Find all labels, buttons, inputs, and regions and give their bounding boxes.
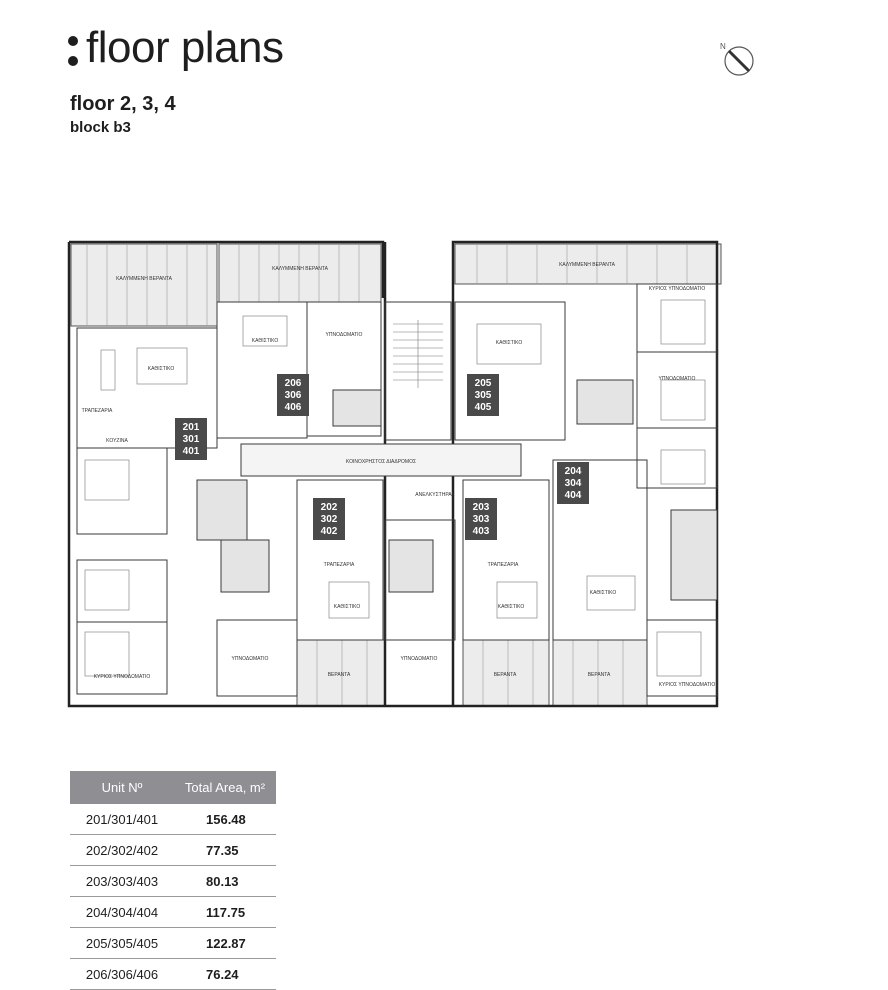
bathroom-202: [221, 540, 269, 592]
block-title: block b3: [70, 119, 131, 136]
bathroom-201: [197, 480, 247, 540]
area-table: [70, 771, 276, 990]
header-area: Total Area, m²: [174, 771, 276, 804]
north-label: N: [720, 42, 726, 51]
unit-number: 305: [474, 390, 492, 401]
unit-tag: [175, 418, 207, 460]
veranda-top-left: [71, 244, 217, 326]
unit-tag: [313, 498, 345, 540]
label-veranda-bottom-3: ΒΕΡΑΝΤΑ: [587, 672, 611, 678]
unit-tag: [277, 374, 309, 416]
page-title: floor plans: [86, 23, 284, 72]
unit-number: 205: [474, 378, 492, 389]
label-dining-203: ΤΡΑΠΕΖΑΡΙΑ: [487, 562, 519, 568]
bathroom-204: [671, 510, 717, 600]
unit-cell: 202/302/402: [70, 835, 174, 866]
unit-number: 206: [284, 378, 302, 389]
title-dots-icon: [68, 36, 78, 66]
room-201-bedroom-2: [77, 560, 167, 622]
unit-number: 402: [320, 526, 338, 537]
table-row: [70, 959, 276, 990]
north-compass-icon: [718, 40, 758, 80]
unit-cell: 203/303/403: [70, 866, 174, 897]
label-veranda-top-mid: ΚΑΛΥΜΜΕΝΗ ΒΕΡΑΝΤΑ: [272, 266, 328, 272]
unit-cell: 206/306/406: [70, 959, 174, 990]
label-master-204: ΚΥΡΙΟΣ ΥΠΝΟΔΩΜΑΤΙΟ: [658, 682, 716, 688]
area-cell: 76.24: [174, 959, 276, 990]
label-bedroom-206: ΥΠΝΟΔΩΜΑΤΙΟ: [325, 332, 363, 338]
table-row: [70, 866, 276, 897]
unit-cell: 205/305/405: [70, 928, 174, 959]
table-row: [70, 928, 276, 959]
label-veranda-bottom-1: ΒΕΡΑΝΤΑ: [327, 672, 351, 678]
unit-cell: 204/304/404: [70, 897, 174, 928]
label-bedroom-205: ΥΠΝΟΔΩΜΑΤΙΟ: [658, 376, 696, 382]
unit-number: 406: [284, 402, 302, 413]
label-veranda-top-left: ΚΑΛΥΜΜΕΝΗ ΒΕΡΑΝΤΑ: [116, 276, 172, 282]
unit-number: 204: [564, 466, 582, 477]
label-living-203: ΚΑΘΙΣΤΙΚΟ: [497, 604, 525, 610]
unit-number: 304: [564, 478, 582, 489]
unit-tag: [465, 498, 497, 540]
room-205-living: [455, 302, 565, 440]
unit-number: 301: [182, 434, 200, 445]
unit-number: 302: [320, 514, 338, 525]
label-living-202: ΚΑΘΙΣΤΙΚΟ: [333, 604, 361, 610]
unit-cell: 201/301/401: [70, 804, 174, 835]
label-living-201: ΚΑΘΙΣΤΙΚΟ: [147, 366, 175, 372]
label-dining-202: ΤΡΑΠΕΖΑΡΙΑ: [323, 562, 355, 568]
floor-plan: [67, 240, 727, 710]
unit-number: 306: [284, 390, 302, 401]
room-206-living: [217, 302, 307, 438]
label-bedroom-203: ΥΠΝΟΔΩΜΑΤΙΟ: [400, 656, 438, 662]
label-bedroom-202: ΥΠΝΟΔΩΜΑΤΙΟ: [231, 656, 269, 662]
unit-number: 203: [472, 502, 490, 513]
label-elevator: ΑΝΕΛΚΥΣΤΗΡΑΣ: [415, 492, 455, 498]
table-row: [70, 897, 276, 928]
area-table-header: [70, 771, 276, 804]
bathroom-203: [389, 540, 433, 592]
unit-number: 405: [474, 402, 492, 413]
label-master-201: ΚΥΡΙΟΣ ΥΠΝΟΔΩΜΑΤΙΟ: [93, 674, 151, 680]
table-row: [70, 835, 276, 866]
unit-number: 201: [182, 422, 200, 433]
unit-number: 404: [564, 490, 582, 501]
unit-tag: [467, 374, 499, 416]
area-cell: 117.75: [174, 897, 276, 928]
unit-number: 403: [472, 526, 490, 537]
floor-title: floor 2, 3, 4: [70, 93, 176, 115]
label-dining-201: ΤΡΑΠΕΖΑΡΙΑ: [81, 408, 113, 414]
label-living-204: ΚΑΘΙΣΤΙΚΟ: [589, 590, 617, 596]
bathroom-205: [577, 380, 633, 424]
bathroom-206: [333, 390, 381, 426]
label-veranda-top-right: ΚΑΛΥΜΜΕΝΗ ΒΕΡΑΝΤΑ: [559, 262, 615, 268]
room-201-master: [77, 622, 167, 694]
title-row: [68, 23, 284, 72]
label-kitchen-201: ΚΟΥΖΙΝΑ: [106, 438, 128, 444]
unit-number: 401: [182, 446, 200, 457]
label-corridor: ΚΟΙΝΟΧΡΗΣΤΟΣ ΔΙΑΔΡΟΜΟΣ: [345, 459, 417, 465]
area-cell: 77.35: [174, 835, 276, 866]
label-living-206: ΚΑΘΙΣΤΙΚΟ: [251, 338, 279, 344]
unit-number: 303: [472, 514, 490, 525]
label-master-205: ΚΥΡΙΟΣ ΥΠΝΟΔΩΜΑΤΙΟ: [648, 286, 706, 292]
table-row: [70, 804, 276, 835]
unit-tag: [557, 462, 589, 504]
label-veranda-bottom-2: ΒΕΡΑΝΤΑ: [493, 672, 517, 678]
room-201-bedroom-3: [77, 448, 167, 534]
header-unit: Unit Nº: [70, 771, 174, 804]
label-living-205: ΚΑΘΙΣΤΙΚΟ: [495, 340, 523, 346]
area-cell: 122.87: [174, 928, 276, 959]
veranda-top-mid: [219, 244, 381, 302]
area-cell: 156.48: [174, 804, 276, 835]
area-cell: 80.13: [174, 866, 276, 897]
unit-number: 202: [320, 502, 338, 513]
